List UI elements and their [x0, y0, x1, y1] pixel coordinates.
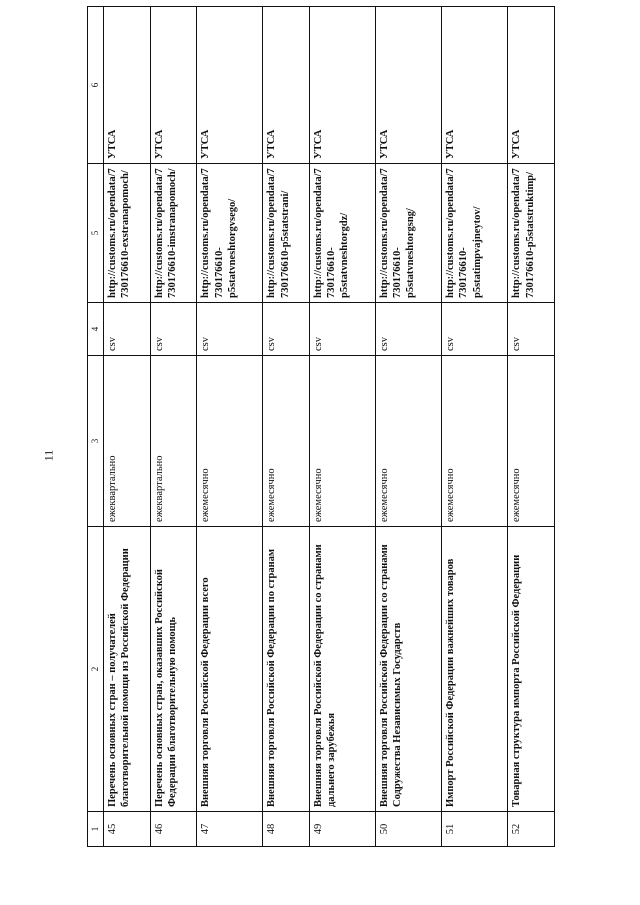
cell-periodicity: ежеквартально: [104, 356, 151, 527]
page-number: 11: [41, 449, 56, 462]
cell-periodicity: ежемесячно: [508, 356, 555, 527]
column-header-period: 3: [88, 356, 104, 527]
cell-source: УТСА: [310, 7, 376, 164]
cell-dataset-name: Импорт Российской Федерации важнейших товаров: [442, 527, 508, 812]
table-header-row: [88, 7, 104, 847]
cell-format: csv: [263, 303, 310, 356]
cell-url: http://customs.ru/opendata/7730176610-p5statvneshtorgsng/: [376, 164, 442, 303]
cell-format: csv: [197, 303, 263, 356]
cell-number: 50: [376, 812, 442, 847]
cell-source: УТСА: [197, 7, 263, 164]
cell-format: csv: [104, 303, 151, 356]
cell-periodicity: ежемесячно: [376, 356, 442, 527]
cell-source: УТСА: [376, 7, 442, 164]
cell-url: http://customs.ru/opendata/7730176610-imstranapomoch/: [150, 164, 197, 303]
cell-format: csv: [150, 303, 197, 356]
cell-dataset-name: Внешняя торговля Российской Федерации по странам: [263, 527, 310, 812]
cell-number: 47: [197, 812, 263, 847]
cell-number: 51: [442, 812, 508, 847]
table-row: [150, 7, 197, 847]
column-header-format: 4: [88, 303, 104, 356]
cell-source: УТСА: [442, 7, 508, 164]
cell-url: http://customs.ru/opendata/7730176610-exstranapomoch/: [104, 164, 151, 303]
cell-dataset-name: Внешняя торговля Российской Федерации со странами Содружества Независимых Государств: [376, 527, 442, 812]
cell-format: csv: [508, 303, 555, 356]
cell-dataset-name: Внешняя торговля Российской Федерации всего: [197, 527, 263, 812]
cell-format: csv: [376, 303, 442, 356]
cell-source: УТСА: [104, 7, 151, 164]
table-row: [263, 7, 310, 847]
cell-number: 45: [104, 812, 151, 847]
table-row: [104, 7, 151, 847]
cell-dataset-name: Перечень основных стран – получателей благотворительной помощи из Российской Федерации: [104, 527, 151, 812]
cell-format: csv: [442, 303, 508, 356]
cell-periodicity: ежемесячно: [197, 356, 263, 527]
column-header-url: 5: [88, 164, 104, 303]
cell-periodicity: ежеквартально: [150, 356, 197, 527]
cell-number: 48: [263, 812, 310, 847]
table-row: [508, 7, 555, 847]
cell-url: http://customs.ru/opendata/7730176610-p5statimpvajneytov/: [442, 164, 508, 303]
cell-periodicity: ежемесячно: [442, 356, 508, 527]
cell-periodicity: ежемесячно: [310, 356, 376, 527]
cell-dataset-name: Внешняя торговля Российской Федерации со странами дальнего зарубежья: [310, 527, 376, 812]
open-data-table: [87, 6, 555, 847]
cell-url: http://customs.ru/opendata/7730176610-p5statvneshtorgvsego/: [197, 164, 263, 303]
cell-source: УТСА: [150, 7, 197, 164]
table-row: [310, 7, 376, 847]
cell-number: 52: [508, 812, 555, 847]
table-row: [376, 7, 442, 847]
rotated-table-area: [87, 61, 555, 847]
column-header-number: 1: [88, 812, 104, 847]
cell-dataset-name: Товарная структура импорта Российской Федерации: [508, 527, 555, 812]
cell-number: 49: [310, 812, 376, 847]
cell-dataset-name: Перечень основных стран, оказавших Российской Федерации благотворительную помощь: [150, 527, 197, 812]
cell-url: http://customs.ru/opendata/7730176610-p5statstrani/: [263, 164, 310, 303]
column-header-name: 2: [88, 527, 104, 812]
cell-source: УТСА: [263, 7, 310, 164]
cell-source: УТСА: [508, 7, 555, 164]
table-row: [442, 7, 508, 847]
cell-periodicity: ежемесячно: [263, 356, 310, 527]
column-header-source: 6: [88, 7, 104, 164]
cell-format: csv: [310, 303, 376, 356]
cell-url: http://customs.ru/opendata/7730176610-p5statvneshtorgdz/: [310, 164, 376, 303]
cell-number: 46: [150, 812, 197, 847]
cell-url: http://customs.ru/opendata/7730176610-p5statstruktimp/: [508, 164, 555, 303]
table-row: [197, 7, 263, 847]
